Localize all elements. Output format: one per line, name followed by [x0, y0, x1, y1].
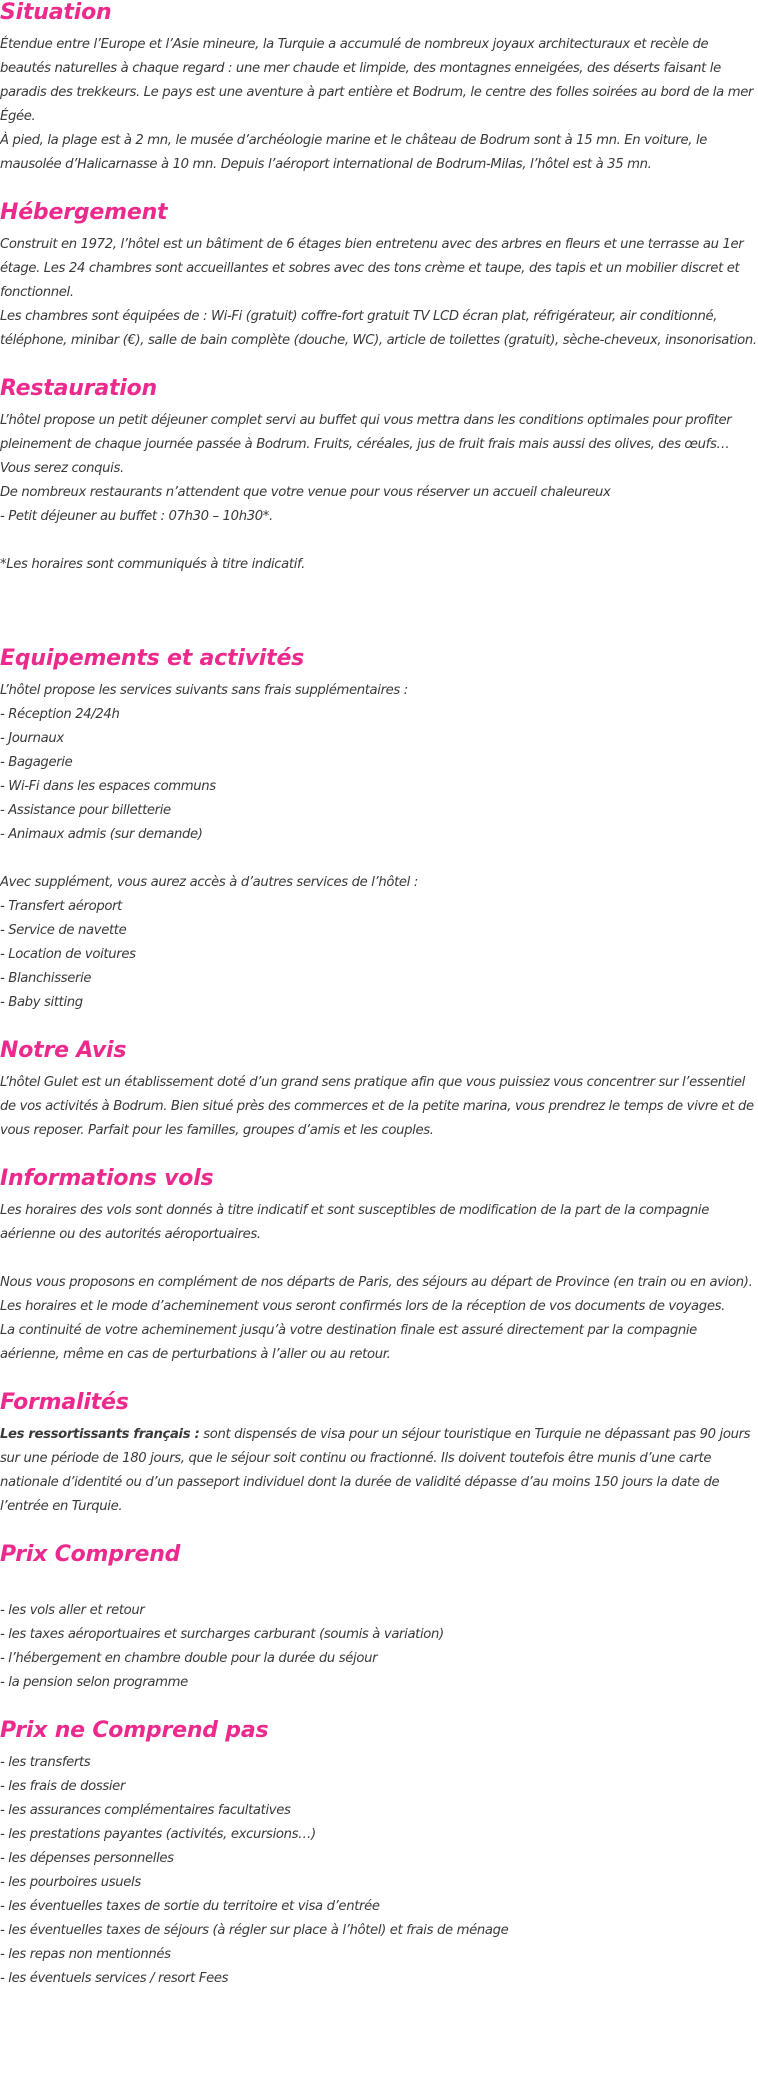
section-body-prix-ne-comprend-pas — [0, 1751, 758, 1991]
list-item: - l’hébergement en chambre double pour la durée du séjour — [0, 1651, 378, 1666]
list-item: - Transfert aéroport — [0, 899, 122, 914]
paragraph: L’hôtel Gulet est un établissement doté d’un grand sens pratique afin que vous puissiez vous concentrer sur l’essentiel de vos activités à Bodrum. Bien situé près des commerces et de la petite marina, vous prendrez le temps de vivre et de vous reposer. Parfait pour les familles, groupes d’amis et les couples. — [0, 1075, 754, 1138]
list-item: - Assistance pour billetterie — [0, 803, 171, 818]
section-title-informations-vols: Informations vols — [0, 1166, 214, 1191]
section-notre-avis — [0, 1038, 758, 1143]
list-item: - les frais de dossier — [0, 1779, 126, 1794]
section-title-notre-avis: Notre Avis — [0, 1038, 127, 1063]
list-item: - les éventuelles taxes de séjours (à régler sur place à l’hôtel) et frais de ménage — [0, 1923, 509, 1938]
section-body-notre-avis — [0, 1071, 758, 1143]
section-body-hebergement — [0, 233, 758, 353]
section-hebergement — [0, 200, 758, 353]
section-prix-comprend — [0, 1542, 758, 1695]
list-item: - Animaux admis (sur demande) — [0, 827, 203, 842]
section-body-prix-comprend — [0, 1575, 758, 1695]
paragraph: L’hôtel propose un petit déjeuner complet servi au buffet qui vous mettra dans les conditions optimales pour profiter pleinement de chaque journée passée à Bodrum. Fruits, céréales, jus de fruit frais mais aussi des olives, des œufs…Vous serez conquis. — [0, 413, 732, 476]
section-body-formalites — [0, 1423, 758, 1519]
list-item: - les pourboires usuels — [0, 1875, 141, 1890]
section-body-informations-vols — [0, 1199, 758, 1367]
section-title-situation: Situation — [0, 0, 112, 25]
section-body-restauration — [0, 409, 758, 625]
section-title-hebergement: Hébergement — [0, 200, 168, 225]
paragraph — [0, 1423, 758, 1519]
section-body-situation — [0, 33, 758, 177]
paragraph: Les horaires des vols sont donnés à titre indicatif et sont susceptibles de modification de la part de la compagnie aérienne ou des autorités aéroportuaires. — [0, 1203, 709, 1242]
section-title-restauration: Restauration — [0, 376, 158, 401]
list-item: - Réception 24/24h — [0, 707, 120, 722]
list-item: - les repas non mentionnés — [0, 1947, 171, 1962]
list-item: - les taxes aéroportuaires et surcharges carburant (soumis à variation) — [0, 1627, 444, 1642]
footnote: *Les horaires sont communiqués à titre indicatif. — [0, 557, 305, 572]
section-restauration — [0, 376, 758, 625]
formalites-lead: Les ressortissants français : — [0, 1427, 200, 1442]
blank-line — [0, 847, 758, 871]
blank-line — [0, 1575, 758, 1599]
section-body-equipements — [0, 679, 758, 1015]
list-item: - Service de navette — [0, 923, 127, 938]
list-item: - les éventuelles taxes de sortie du territoire et visa d’entrée — [0, 1899, 380, 1914]
list-item: - Blanchisserie — [0, 971, 92, 986]
list-item: - les assurances complémentaires facultatives — [0, 1803, 291, 1818]
list-item: - Petit déjeuner au buffet : 07h30 – 10h30*. — [0, 509, 273, 524]
section-informations-vols — [0, 1166, 758, 1367]
section-formalites — [0, 1390, 758, 1519]
section-equipements — [0, 646, 758, 1015]
section-situation — [0, 0, 758, 177]
list-item: - les éventuels services / resort Fees — [0, 1971, 229, 1986]
list-item: - Bagagerie — [0, 755, 73, 770]
formalites-text: sont dispensés de visa pour un séjour touristique en Turquie ne dépassant pas 90 jours sur une période de 180 jours, que le séjour soit continu ou fractionné. Ils doivent toutefois être munis d’une carte nationale d’identité ou d’un passeport individuel dont la durée de validité dépasse d’au moins 150 jours la date de l’entrée en Turquie. — [0, 1427, 751, 1514]
section-title-equipements: Equipements et activités — [0, 646, 305, 671]
list-item: - Location de voitures — [0, 947, 136, 962]
paragraph: Nous vous proposons en complément de nos départs de Paris, des séjours au départ de Province (en train ou en avion). Les horaires et le mode d’acheminement vous seront confirmés lors de la réception de vos documents de voyages. — [0, 1275, 753, 1314]
list-item: - Journaux — [0, 731, 64, 746]
blank-line — [0, 577, 758, 601]
section-title-formalites: Formalités — [0, 1390, 129, 1415]
list-item: - Wi-Fi dans les espaces communs — [0, 779, 216, 794]
paragraph: Avec supplément, vous aurez accès à d’autres services de l’hôtel : — [0, 875, 418, 890]
paragraph: Les chambres sont équipées de : Wi-Fi (gratuit) coffre-fort gratuit TV LCD écran plat, réfrigérateur, air conditionné, téléphone, minibar (€), salle de bain complète (douche, WC), article de toilettes (gratuit), sèche-cheveux, insonorisation. — [0, 309, 757, 348]
list-item: - la pension selon programme — [0, 1675, 188, 1690]
list-item: - les dépenses personnelles — [0, 1851, 174, 1866]
section-prix-ne-comprend-pas — [0, 1718, 758, 1991]
section-title-prix-ne-comprend-pas: Prix ne Comprend pas — [0, 1718, 269, 1743]
list-item: - Baby sitting — [0, 995, 83, 1010]
list-item: - les vols aller et retour — [0, 1603, 145, 1618]
paragraph: À pied, la plage est à 2 mn, le musée d’archéologie marine et le château de Bodrum sont à 15 mn. En voiture, le mausolée d’Halicarnasse à 10 mn. Depuis l’aéroport international de Bodrum-Milas, l’hôtel est à 35 mn. — [0, 133, 708, 172]
paragraph: Construit en 1972, l’hôtel est un bâtiment de 6 étages bien entretenu avec des arbres en fleurs et une terrasse au 1er étage. Les 24 chambres sont accueillantes et sobres avec des tons crème et taupe, des tapis et un mobilier discret et fonctionnel. — [0, 237, 744, 300]
paragraph: Étendue entre l’Europe et l’Asie mineure, la Turquie a accumulé de nombreux joyaux architecturaux et recèle de beautés naturelles à chaque regard : une mer chaude et limpide, des montagnes enneigées, des déserts faisant le paradis des trekkeurs. Le pays est une aventure à part entière et Bodrum, le centre des folles soirées au bord de la mer Égée. — [0, 37, 754, 124]
blank-line — [0, 1247, 758, 1271]
paragraph: La continuité de votre acheminement jusqu’à votre destination finale est assuré directement par la compagnie aérienne, même en cas de perturbations à l’aller ou au retour. — [0, 1323, 697, 1362]
list-item: - les prestations payantes (activités, excursions…) — [0, 1827, 316, 1842]
blank-line — [0, 529, 758, 553]
paragraph: De nombreux restaurants n’attendent que votre venue pour vous réserver un accueil chaleureux — [0, 485, 611, 500]
section-title-prix-comprend: Prix Comprend — [0, 1542, 181, 1567]
list-item: - les transferts — [0, 1755, 91, 1770]
blank-line — [0, 601, 758, 625]
paragraph: L’hôtel propose les services suivants sans frais supplémentaires : — [0, 683, 408, 698]
